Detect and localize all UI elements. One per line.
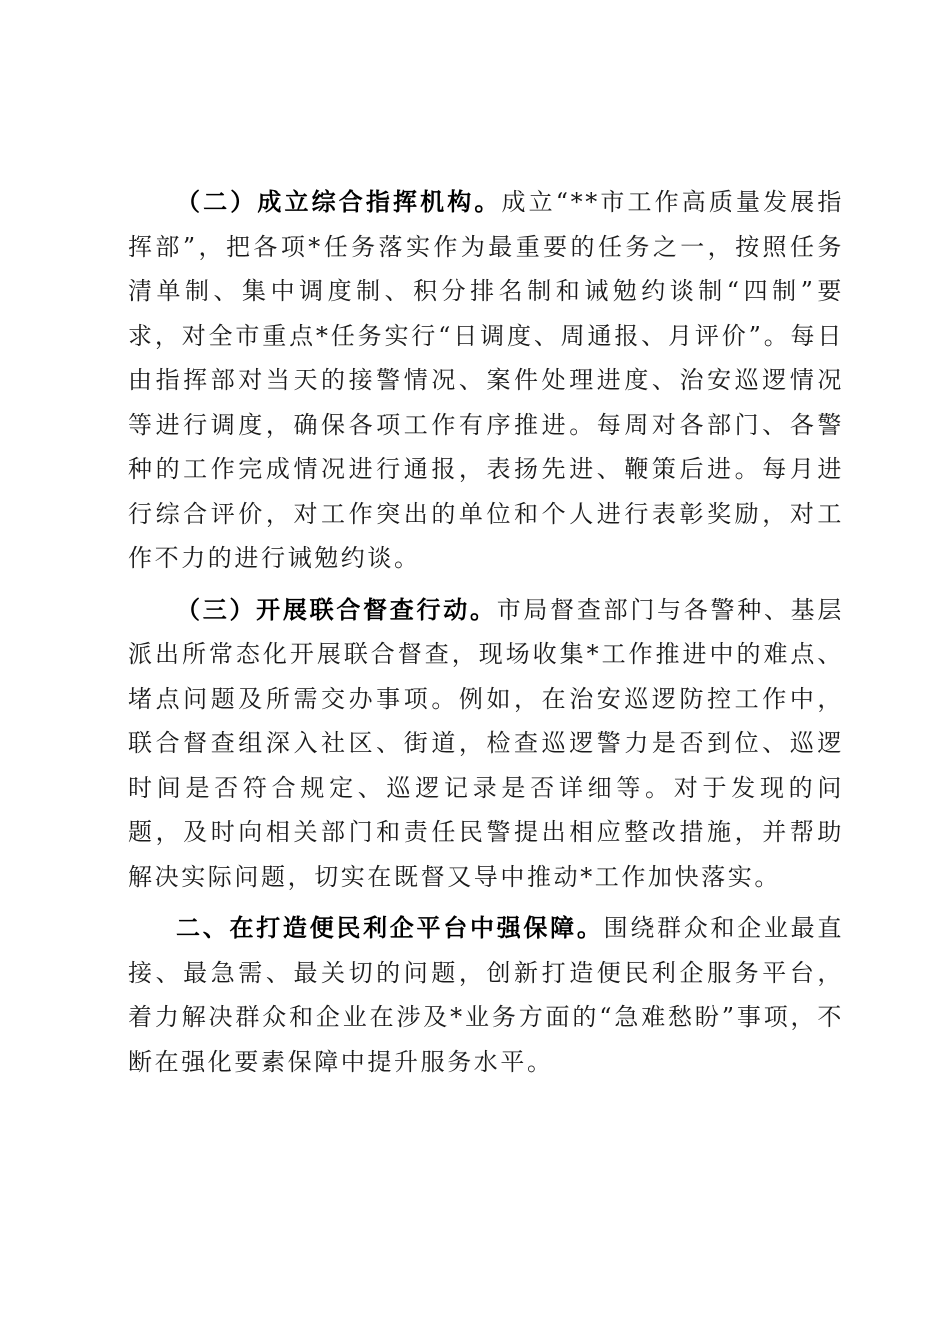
paragraph-command-center — [128, 180, 844, 581]
paragraph-heading: （三）开展联合督查行动。 — [176, 594, 497, 624]
paragraph-heading: 二、在打造便民利企平台中强保障。 — [176, 913, 604, 942]
paragraph-service-platform — [128, 906, 844, 1084]
paragraph-joint-inspection — [128, 588, 844, 900]
paragraph-text: 成立“**市工作高质量发展指挥部”，把各项*任务落实作为最重要的任务之一，按照任务清单制、集中调度制、积分排名制和诫勉约谈制“四制”要求，对全市重点*任务实行“日调度、周通报、月评价”。每日由指挥部对当天的接警情况、案件处理进度、治安巡逻情况等进行调度，确保各项工作有序推进。每周对各部门、各警种的工作完成情况进行通报，表扬先进、鞭策后进。每月进行综合评价，对工作突出的单位和个人进行表彰奖励，对工作不力的进行诫勉约谈。 — [128, 188, 844, 572]
document-body — [128, 180, 844, 1084]
paragraph-heading: （二）成立综合指挥机构。 — [176, 187, 502, 216]
paragraph-text: 市局督查部门与各警种、基层派出所常态化开展联合督查，现场收集*工作推进中的难点、堵点问题及所需交办事项。例如，在治安巡逻防控工作中，联合督查组深入社区、街道，检查巡逻警力是否到位、巡逻时间是否符合规定、巡逻记录是否详细等。对于发现的问题，及时向相关部门和责任民警提出相应整改措施，并帮助解决实际问题，切实在既督又导中推动*工作加快落实。 — [128, 595, 844, 891]
paragraph-text: 围绕群众和企业最直接、最急需、最关切的问题，创新打造便民利企服务平台，着力解决群众和企业在涉及*业务方面的“急难愁盼”事项，不断在强化要素保障中提升服务水平。 — [128, 914, 844, 1076]
